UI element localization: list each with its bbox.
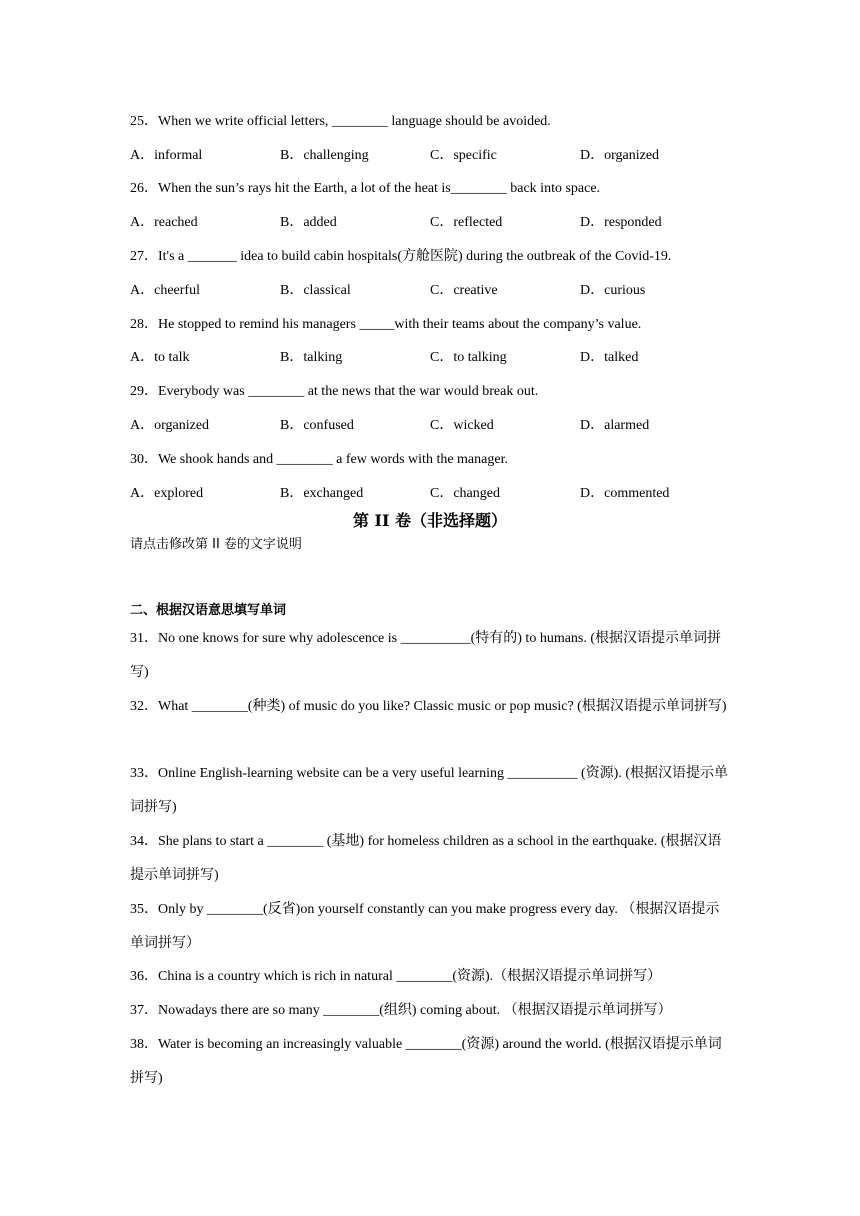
option-a: A．reached (130, 215, 198, 230)
option-b: B．classical (280, 283, 351, 298)
section-note: 请点击修改第 II 卷的文字说明 (130, 537, 302, 552)
option-c: C．creative (430, 283, 498, 298)
option-c: C．changed (430, 486, 500, 501)
option-b: B．confused (280, 418, 354, 433)
question-28: 28．He stopped to remind his managers _____with their teams about the company’s value. (130, 317, 642, 332)
question-27: 27．It's a _______ idea to build cabin hospitals(方舱医院) during the outbreak of the Covid-19. (130, 249, 672, 264)
question-32: 32．What ________(种类) of music do you like? Classic music or pop music? (根据汉语提示单词拼写) (130, 699, 727, 714)
option-b: B．exchanged (280, 486, 364, 501)
option-a: A．organized (130, 418, 210, 433)
question-35: 35．Only by ________(反省)on yourself constantly can you make progress every day. （根据汉语提示单词拼写） (130, 902, 720, 951)
question-34: 34．She plans to start a ________ (基地) for homeless children as a school in the earthquake. (根据汉语提示单词拼写) (130, 834, 722, 883)
question-31: 31．No one knows for sure why adolescence is __________(特有的) to humans. (根据汉语提示单词拼写) (130, 631, 722, 680)
question-25: 25．When we write official letters, ________ language should be avoided. (130, 114, 551, 129)
part-heading: 二、根据汉语意思填写单词 (130, 603, 287, 618)
option-d: D．commented (580, 486, 670, 501)
option-a: A．explored (130, 486, 204, 501)
question-29: 29．Everybody was ________ at the news that the war would break out. (130, 384, 539, 399)
option-b: B．added (280, 215, 337, 230)
option-c: C．reflected (430, 215, 503, 230)
question-26: 26．When the sun’s rays hit the Earth, a lot of the heat is________ back into space. (130, 181, 601, 196)
option-a: A．to talk (130, 350, 190, 365)
question-38: 38．Water is becoming an increasingly valuable ________(资源) around the world. (根据汉语提示单词拼写) (130, 1037, 722, 1086)
option-c: C．specific (430, 148, 497, 163)
question-37: 37．Nowadays there are so many ________(组织) coming about. （根据汉语提示单词拼写） (130, 1003, 672, 1018)
option-a: A．cheerful (130, 283, 200, 298)
option-c: C．wicked (430, 418, 494, 433)
option-b: B．challenging (280, 148, 369, 163)
option-b: B．talking (280, 350, 343, 365)
question-30: 30．We shook hands and ________ a few words with the manager. (130, 452, 508, 467)
option-d: D．talked (580, 350, 639, 365)
option-c: C．to talking (430, 350, 507, 365)
option-d: D．curious (580, 283, 646, 298)
section-title: 第 II 卷（非选择题） (352, 511, 508, 530)
question-36: 36．China is a country which is rich in natural ________(资源).（根据汉语提示单词拼写） (130, 969, 662, 984)
question-33: 33．Online English-learning website can be a very useful learning __________ (资源). (根据汉语提示单词拼写) (130, 766, 728, 815)
option-d: D．organized (580, 148, 660, 163)
option-d: D．alarmed (580, 418, 650, 433)
option-a: A．informal (130, 148, 203, 163)
option-d: D．responded (580, 215, 662, 230)
